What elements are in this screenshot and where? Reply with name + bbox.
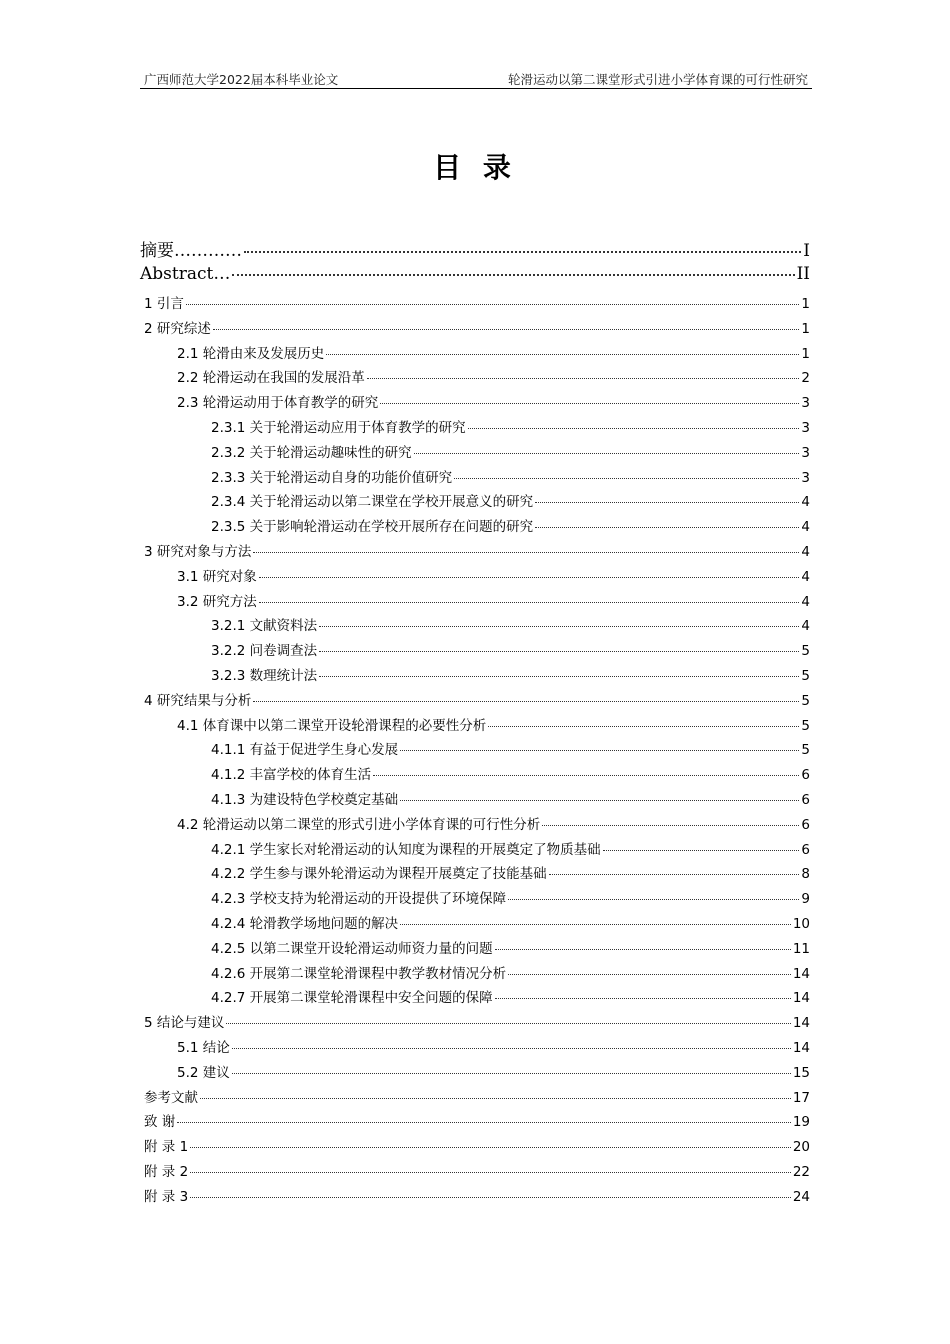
toc-entry-label: 4.2 轮滑运动以第二课堂的形式引进小学体育课的可行性分析 (177, 816, 541, 833)
toc-dot-leader (226, 1023, 790, 1024)
toc-entry[interactable] (140, 788, 810, 813)
toc-entry[interactable] (140, 236, 810, 264)
toc-dot-leader (190, 1172, 791, 1173)
toc-entry[interactable] (140, 515, 810, 540)
toc-entry-page: 14 (792, 1015, 810, 1032)
toc-entry-label: 2.3.4 关于轮滑运动以第二课堂在学校开展意义的研究 (211, 494, 534, 511)
toc-entry-label: 4.2.5 以第二课堂开设轮滑运动师资力量的问题 (211, 940, 493, 957)
toc-entry-label: 3.2.2 问卷调查法 (211, 643, 318, 660)
toc-dot-leader (495, 949, 791, 950)
toc-entry-page: 6 (801, 791, 810, 808)
page-header (140, 68, 812, 89)
toc-dot-leader (542, 825, 799, 826)
toc-entry-label: 致 谢 (144, 1114, 176, 1131)
toc-entry-label: 参考文献 (144, 1089, 198, 1106)
toc-entry[interactable] (140, 912, 810, 937)
toc-entry[interactable] (140, 292, 810, 317)
toc-dot-leader (495, 998, 791, 999)
toc-entry-page: 2 (801, 370, 810, 387)
toc-entry[interactable] (140, 1036, 810, 1061)
toc-dot-leader (232, 1073, 791, 1074)
toc-entry-page: 3 (801, 469, 810, 486)
toc-entry[interactable] (140, 763, 810, 788)
toc-dot-leader (549, 874, 800, 875)
toc-entry[interactable] (140, 1185, 810, 1210)
toc-entry[interactable] (140, 416, 810, 441)
toc-dot-leader (232, 1048, 791, 1049)
toc-dot-leader (186, 304, 800, 305)
toc-entry-page: 3 (801, 419, 810, 436)
toc-dot-leader (190, 1197, 791, 1198)
toc-entry-page: 5 (801, 742, 810, 759)
toc-entry-page: 4 (801, 543, 810, 560)
toc-entry[interactable] (140, 714, 810, 739)
toc-entry-label: 2 研究综述 (144, 320, 211, 337)
toc-entry-page: 17 (792, 1089, 810, 1106)
toc-entry-page: 5 (801, 692, 810, 709)
toc-entry-label: 2.3.2 关于轮滑运动趣味性的研究 (211, 444, 412, 461)
toc-entry-label: 1 引言 (144, 296, 184, 312)
toc-entry[interactable] (140, 962, 810, 987)
toc-entry-label: 5.2 建议 (177, 1064, 230, 1081)
toc-entry[interactable] (140, 838, 810, 863)
toc-dot-leader (253, 701, 799, 702)
toc-entry-label: 3.2.3 数理统计法 (211, 667, 318, 684)
toc-entry-page: 9 (801, 891, 810, 908)
toc-entry-label: 2.3 轮滑运动用于体育教学的研究 (177, 395, 379, 412)
toc-entry-page: 22 (792, 1163, 810, 1180)
toc-entry-page: 14 (792, 990, 810, 1007)
toc-entry-page: 6 (801, 767, 810, 784)
toc-entry-label: 附 录 2 (144, 1163, 189, 1180)
toc-entry[interactable] (140, 639, 810, 664)
toc-dot-leader (326, 354, 799, 355)
toc-entry-label: 4.2.6 开展第二课堂轮滑课程中教学教材情况分析 (211, 965, 507, 982)
toc-entry[interactable] (140, 317, 810, 342)
toc-entry-label: 2.1 轮滑由来及发展历史 (177, 345, 325, 362)
toc-dot-leader (603, 850, 800, 851)
toc-dot-leader (488, 726, 799, 727)
toc-entry[interactable] (140, 887, 810, 912)
header-right-text: 轮滑运动以第二课堂形式引进小学体育课的可行性研究 (507, 72, 808, 87)
toc-dot-leader (414, 453, 800, 454)
toc-entry-page: 4 (801, 519, 810, 536)
toc-dot-leader (213, 329, 800, 330)
toc-dot-leader (232, 274, 794, 276)
toc-dot-leader (259, 602, 800, 603)
toc-entry-page: 1 (801, 296, 810, 312)
toc-entry[interactable] (140, 664, 810, 689)
toc-dot-leader (319, 626, 799, 627)
toc-entry[interactable] (140, 1110, 810, 1135)
toc-entry-page: 5 (801, 643, 810, 660)
toc-entry-label: 3 研究对象与方法 (144, 543, 252, 560)
toc-dot-leader (253, 552, 799, 553)
toc-entry-label: 4.2.4 轮滑教学场地问题的解决 (211, 915, 399, 932)
toc-dot-leader (508, 899, 799, 900)
toc-dot-leader (200, 1098, 791, 1099)
toc-entry-label: 附 录 3 (144, 1188, 189, 1205)
toc-entry-label: 2.2 轮滑运动在我国的发展沿革 (177, 370, 365, 387)
toc-entry-label: 5.1 结论 (177, 1039, 230, 1056)
toc-entry[interactable] (140, 862, 810, 887)
toc-entry-label: 4.1.3 为建设特色学校奠定基础 (211, 791, 399, 808)
toc-entry[interactable] (140, 490, 810, 515)
toc-entry-label: 4.1 体育课中以第二课堂开设轮滑课程的必要性分析 (177, 717, 487, 734)
toc-entry-label: 2.3.1 关于轮滑运动应用于体育教学的研究 (211, 419, 466, 436)
toc-entry-label: 4.1.1 有益于促进学生身心发展 (211, 742, 399, 759)
toc-entry[interactable] (140, 366, 810, 391)
toc-entry[interactable] (140, 565, 810, 590)
toc-dot-leader (535, 502, 799, 503)
toc-dot-leader (190, 1147, 791, 1148)
toc-entry[interactable] (140, 1061, 810, 1086)
toc-entry[interactable] (140, 1135, 810, 1160)
toc-entry-label: 4.1.2 丰富学校的体育生活 (211, 767, 372, 784)
toc-entry-page: 4 (801, 618, 810, 635)
toc-entry[interactable] (140, 540, 810, 565)
toc-entry-page: 10 (792, 915, 810, 932)
toc-dot-leader (319, 676, 799, 677)
toc-entry-page: 5 (801, 717, 810, 734)
toc-entry[interactable] (140, 264, 810, 292)
toc-entry-page: 24 (792, 1188, 810, 1205)
toc-dot-leader (400, 924, 791, 925)
toc-entry-label: 4.2.7 开展第二课堂轮滑课程中安全问题的保障 (211, 990, 493, 1007)
toc-entry-label: 2.3.3 关于轮滑运动自身的功能价值研究 (211, 469, 453, 486)
toc-entry-page: 3 (801, 395, 810, 412)
toc-entry[interactable] (140, 1086, 810, 1111)
toc-entry-page: 4 (801, 568, 810, 585)
toc-entry[interactable] (140, 391, 810, 416)
toc-dot-leader (468, 428, 800, 429)
toc-dot-leader (508, 974, 791, 975)
toc-entry-page: 3 (801, 444, 810, 461)
toc-entry-label: 3.1 研究对象 (177, 568, 257, 585)
toc-entry-page: 1 (801, 345, 810, 362)
toc-entry-label: Abstract… (140, 264, 231, 284)
toc-entry-label: 3.2.1 文献资料法 (211, 618, 318, 635)
toc-dot-leader (319, 651, 799, 652)
toc-entry-page: 5 (801, 667, 810, 684)
header-left-text: 广西师范大学2022届本科毕业论文 (144, 72, 339, 87)
toc-dot-leader (380, 403, 799, 404)
toc-entry-page: 6 (801, 841, 810, 858)
toc-entry-page: 14 (792, 1039, 810, 1056)
toc-entry-page: 14 (792, 965, 810, 982)
toc-dot-leader (535, 527, 799, 528)
toc-entry-label: 4.2.2 学生参与课外轮滑运动为课程开展奠定了技能基础 (211, 866, 547, 883)
toc-entry-page: 6 (801, 816, 810, 833)
toc-entry-label: 3.2 研究方法 (177, 593, 257, 610)
toc-entry-page: 8 (801, 866, 810, 883)
toc-dot-leader (259, 577, 800, 578)
toc-entry-page: I (803, 241, 810, 261)
toc-entry-label: 附 录 1 (144, 1139, 189, 1156)
toc-entry[interactable] (140, 1011, 810, 1036)
toc-dot-leader (244, 251, 801, 253)
toc-dot-leader (367, 378, 800, 379)
toc-entry-page: 19 (792, 1114, 810, 1131)
toc-entry-label: 5 结论与建议 (144, 1015, 225, 1032)
toc-entry[interactable] (140, 614, 810, 639)
toc-entry[interactable] (140, 813, 810, 838)
toc-entry[interactable] (140, 986, 810, 1011)
toc-entry[interactable] (140, 466, 810, 491)
toc-entry-page: 1 (801, 320, 810, 337)
toc-entry[interactable] (140, 441, 810, 466)
toc-entry-page: 15 (792, 1064, 810, 1081)
toc-entry-label: 4.2.3 学校支持为轮滑运动的开设提供了环境保障 (211, 891, 507, 908)
toc-dot-leader (454, 478, 799, 479)
toc-entry-page: 4 (801, 494, 810, 511)
toc-entry-label: 4.2.1 学生家长对轮滑运动的认知度为课程的开展奠定了物质基础 (211, 841, 601, 858)
toc-dot-leader (400, 750, 799, 751)
toc-entry-page: II (796, 264, 810, 284)
toc-entry-page: 4 (801, 593, 810, 610)
toc-entry[interactable] (140, 590, 810, 615)
toc-entry[interactable] (140, 1160, 810, 1185)
toc-entry-label: 4 研究结果与分析 (144, 692, 252, 709)
toc-entry[interactable] (140, 738, 810, 763)
table-of-contents (140, 236, 810, 1209)
toc-entry[interactable] (140, 937, 810, 962)
toc-dot-leader (373, 775, 799, 776)
page-title: 目 录 (433, 151, 517, 184)
toc-entry[interactable] (140, 689, 810, 714)
toc-entry-page: 20 (792, 1139, 810, 1156)
toc-entry-page: 11 (792, 940, 810, 957)
toc-dot-leader (177, 1122, 791, 1123)
toc-dot-leader (400, 800, 799, 801)
toc-entry[interactable] (140, 342, 810, 367)
toc-entry-label: 2.3.5 关于影响轮滑运动在学校开展所存在问题的研究 (211, 519, 534, 536)
toc-entry-label: 摘要………… (140, 241, 242, 261)
